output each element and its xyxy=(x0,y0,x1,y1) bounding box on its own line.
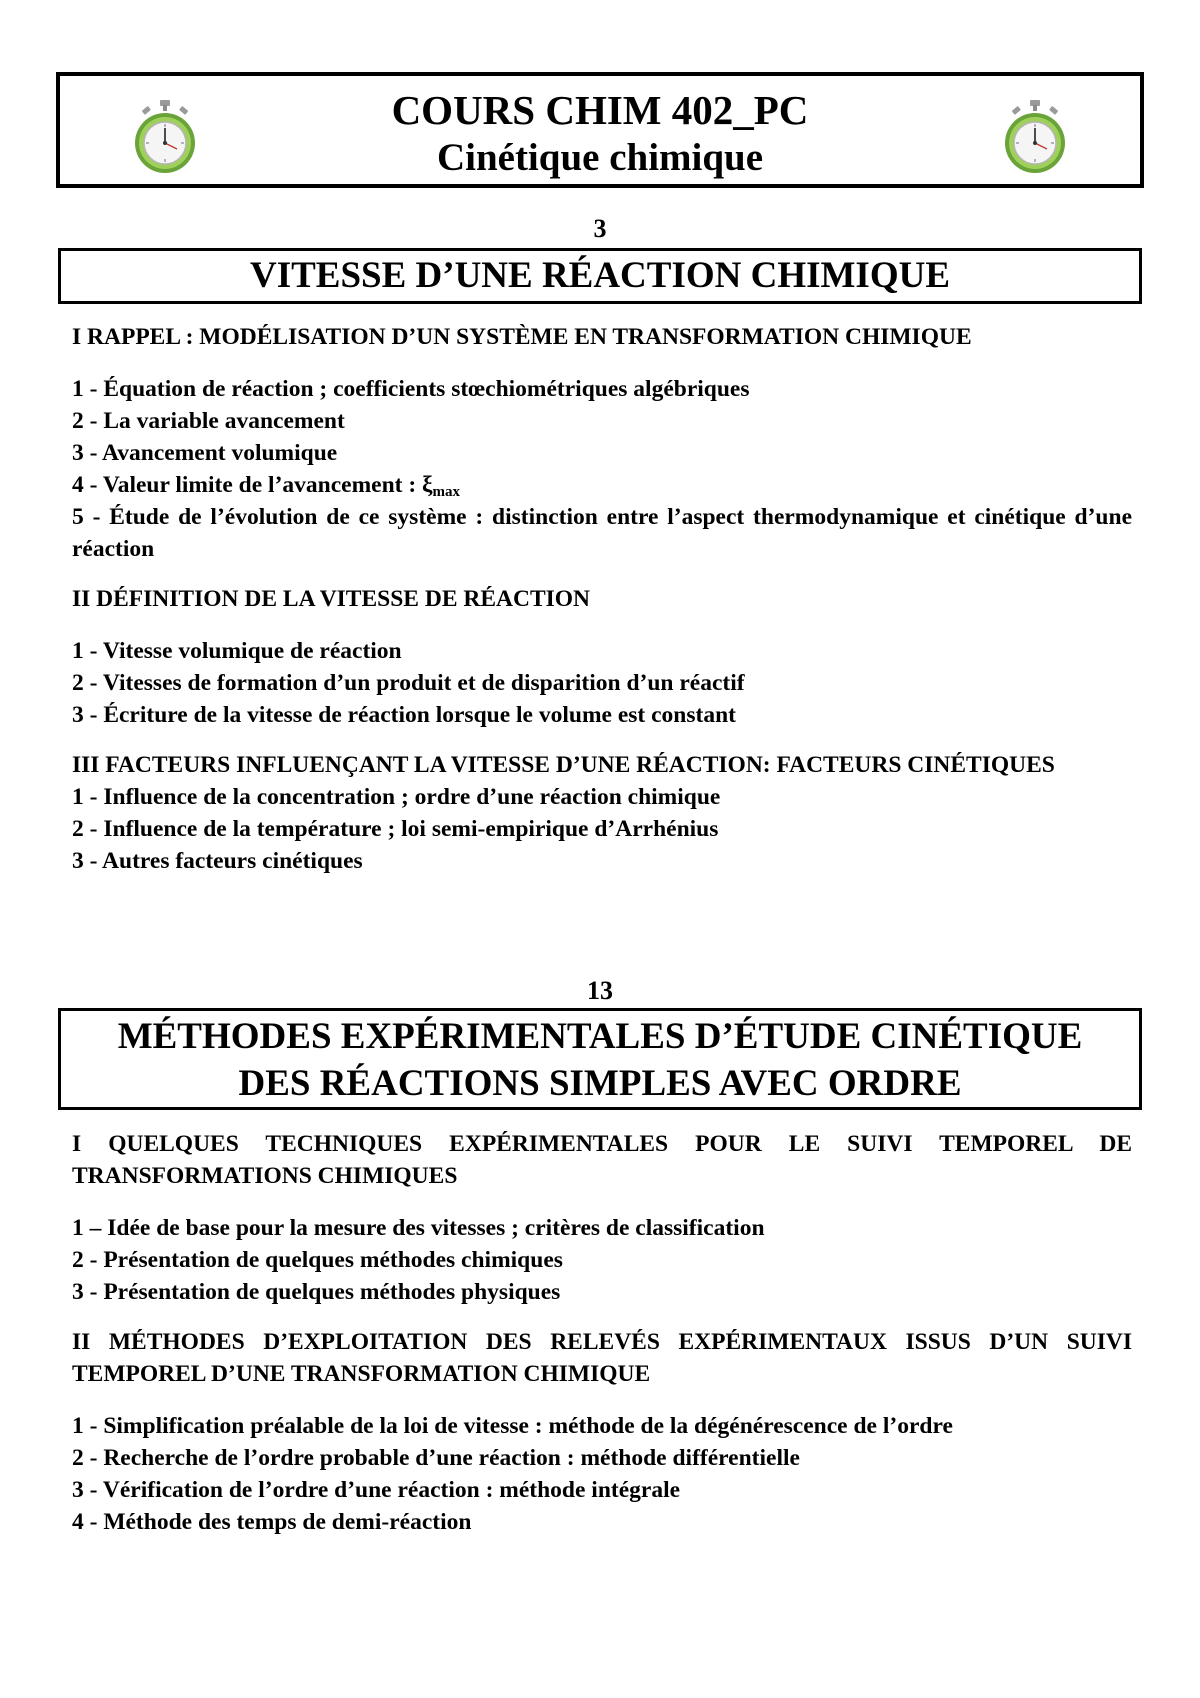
list-item: 1 - Équation de réaction ; coefficients stœchiométriques algébriques xyxy=(72,376,750,402)
course-header xyxy=(56,72,1144,188)
list-item xyxy=(72,469,1132,501)
section-title: II DÉFINITION DE LA VITESSE DE RÉACTION xyxy=(72,586,591,612)
list-item: 2 - Vitesses de formation d’un produit et de disparition d’un réactif xyxy=(72,670,745,696)
course-subject: Cinétique chimique xyxy=(436,136,764,179)
chapter-title: VITESSE D’UNE RÉACTION CHIMIQUE xyxy=(58,248,1142,304)
list-item: 2 - Influence de la température ; loi semi-empirique d’Arrhénius xyxy=(72,816,719,842)
section-title: I RAPPEL : MODÉLISATION D’UN SYSTÈME EN TRANSFORMATION CHIMIQUE xyxy=(72,324,972,350)
xi-subscript: max xyxy=(432,484,461,500)
list-item: 3 - Écriture de la vitesse de réaction lorsque le volume est constant xyxy=(72,702,736,728)
chapter-2-outline xyxy=(72,1128,1132,1538)
list-item: 3 - Vérification de l’ordre d’une réaction : méthode intégrale xyxy=(72,1477,681,1503)
list-item-text: 4 - Valeur limite de l’avancement : ξ xyxy=(72,472,433,498)
stopwatch-icon xyxy=(132,98,198,176)
list-item: 3 - Présentation de quelques méthodes physiques xyxy=(72,1279,561,1305)
chapter-page-number: 13 xyxy=(587,976,613,1005)
list-item: 1 - Simplification préalable de la loi de vitesse : méthode de la dégénérescence de l’ordre xyxy=(72,1413,953,1439)
list-item: 3 - Autres facteurs cinétiques xyxy=(72,848,363,874)
chapter-title-line: DES RÉACTIONS SIMPLES AVEC ORDRE xyxy=(238,1063,962,1104)
list-item: 1 – Idée de base pour la mesure des vitesses ; critères de classification xyxy=(72,1215,765,1241)
list-item: 3 - Avancement volumique xyxy=(72,440,338,466)
chapter-title-line: MÉTHODES EXPÉRIMENTALES D’ÉTUDE CINÉTIQUE xyxy=(117,1016,1083,1057)
section-title: III FACTEURS INFLUENÇANT LA VITESSE D’UNE RÉACTION: FACTEURS CINÉTIQUES xyxy=(72,752,1055,778)
chapter-1-outline xyxy=(72,321,1132,877)
list-item: 4 - Méthode des temps de demi-réaction xyxy=(72,1509,472,1535)
list-item: 5 - Étude de l’évolution de ce système : distinction entre l’aspect thermodynamique et cinétique d’une réaction xyxy=(72,504,1132,562)
list-item: 2 - La variable avancement xyxy=(72,408,345,434)
list-item: 1 - Vitesse volumique de réaction xyxy=(72,638,402,664)
section-title: II MÉTHODES D’EXPLOITATION DES RELEVÉS EXPÉRIMENTAUX ISSUS D’UN SUIVI TEMPOREL D’UNE TRANSFORMATION CHIMIQUE xyxy=(72,1329,1132,1387)
list-item: 2 - Présentation de quelques méthodes chimiques xyxy=(72,1247,563,1273)
course-code: COURS CHIM 402_PC xyxy=(391,87,809,133)
list-item: 1 - Influence de la concentration ; ordre d’une réaction chimique xyxy=(72,784,721,810)
list-item: 2 - Recherche de l’ordre probable d’une réaction : méthode différentielle xyxy=(72,1445,800,1471)
chapter-title xyxy=(58,1008,1142,1110)
stopwatch-icon xyxy=(1002,98,1068,176)
chapter-page-number: 3 xyxy=(593,214,607,243)
section-title: I QUELQUES TECHNIQUES EXPÉRIMENTALES POUR LE SUIVI TEMPOREL DE TRANSFORMATIONS CHIMIQUES xyxy=(72,1131,1132,1189)
